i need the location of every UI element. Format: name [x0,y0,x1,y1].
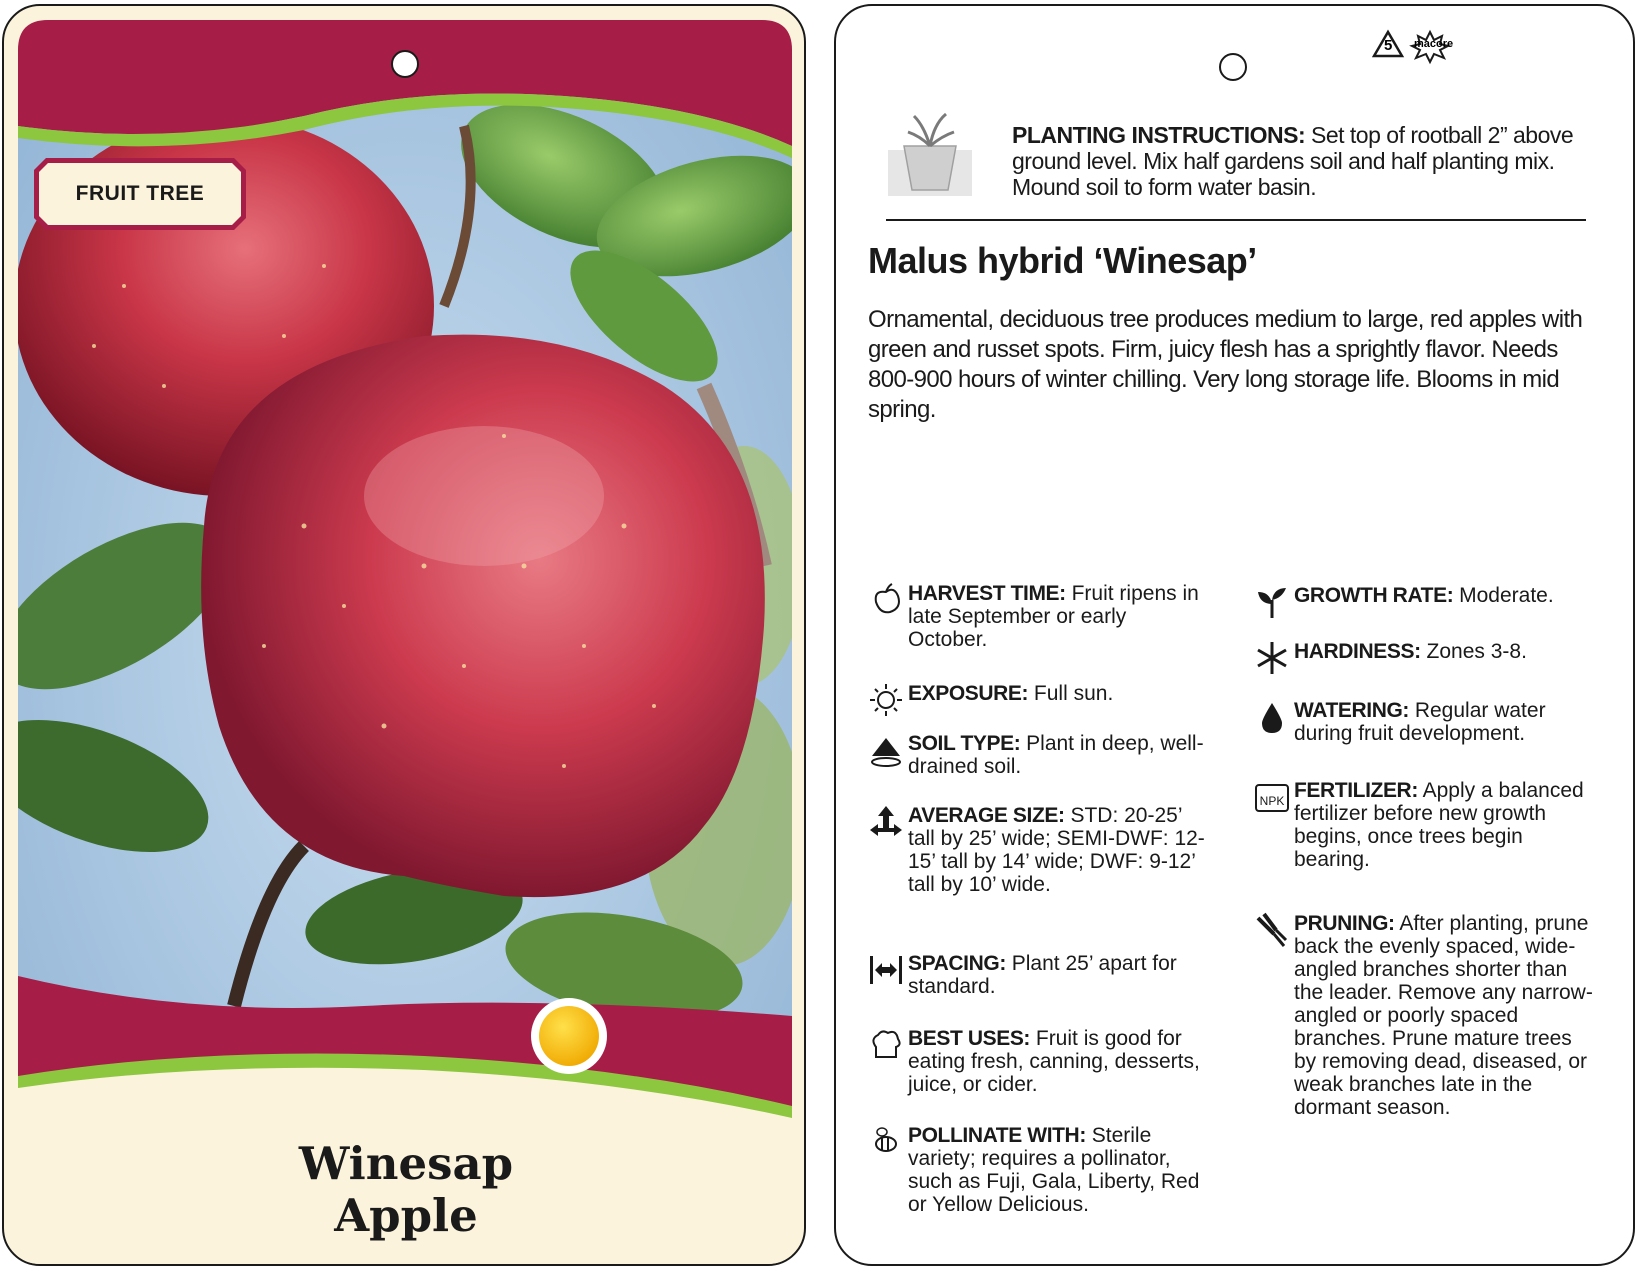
attribute-growth-rate [1294,584,1594,607]
attribute-label: WATERING: [1294,699,1409,722]
apple-harvest-icon [868,582,904,618]
attribute-value: Moderate. [1453,584,1554,607]
attribute-value: Fruit is good for eating fresh, canning, desserts, juice, or cider. [908,1027,1200,1096]
recycle-logo [1372,24,1472,72]
attribute-harvest-time [908,582,1208,651]
hang-hole [391,50,419,78]
attribute-value: Apply a balanced fertilizer before new growth begins, once trees begin bearing. [1294,779,1584,871]
planting-label: PLANTING INSTRUCTIONS: [1012,122,1306,148]
back-tag [834,4,1635,1266]
attribute-hardiness [1294,640,1594,663]
attribute-value: Sterile variety; requires a pollinator, such as Fuji, Gala, Liberty, Red or Yellow Delicious. [908,1124,1200,1216]
planting-instructions [884,106,1604,206]
snowflake-icon [1254,640,1290,676]
latin-name: Malus hybrid ‘Winesap’ [868,240,1257,281]
attribute-value: STD: 20-25’ tall by 25’ wide; SEMI-DWF: 12-15’ tall by 14’ wide; DWF: 9-12’ tall by 10’ wide. [908,804,1205,896]
badge-label: FRUIT TREE [75,182,205,205]
attribute-value: Plant 25’ apart for standard. [908,952,1177,998]
attribute-label: PRUNING: [1294,912,1395,935]
divider [886,219,1586,221]
attribute-value: After planting, prune back the evenly spaced, wide-angled branches shorter than the leader. Remove any narrow-angled or poorly spaced branches. Prune mature trees by removing dead, diseased, or weak branches late in the dormant season. [1294,912,1593,1119]
svg-text:NPK: NPK [1259,794,1285,808]
attribute-fertilizer [1259,779,1594,871]
chef-hat-icon [868,1027,904,1063]
attribute-label: HARVEST TIME: [908,582,1066,605]
brand-logo: macore [1414,38,1454,50]
attribute-label: EXPOSURE: [908,682,1029,705]
attribute-best-uses [908,1027,1208,1096]
attribute-label: GROWTH RATE: [1294,584,1454,607]
attribute-value: Regular water during fruit development. [1294,699,1546,745]
attribute-label: FERTILIZER: [1294,779,1418,802]
hang-hole [1219,53,1247,81]
soil-icon [868,732,904,768]
attribute-value: Fruit ripens in late September or early October. [908,582,1199,651]
npk-icon [1254,779,1290,815]
description: Ornamental, deciduous tree produces medium to large, red apples with green and russet spots. Firm, juicy flesh has a sprightly flavor. Needs 800-900 hours of winter chilling. Very long storage life. Blooms in mid spring. [868,306,1583,423]
plant-name-line2: Apple [334,1189,478,1242]
recycle-number: 5 [1384,37,1393,54]
pruners-icon [1254,912,1290,948]
attribute-spacing [908,952,1208,998]
full-sun-icon [530,997,608,1075]
front-tag [2,4,806,1266]
size-arrows-icon [868,804,904,840]
plant-name-line1: Winesap [298,1137,514,1190]
bee-icon [868,1124,904,1160]
attribute-soil-type [908,732,1208,778]
attribute-pollinate-with [908,1124,1208,1216]
attribute-pruning [1294,912,1594,1119]
water-drop-icon [1254,699,1290,735]
attribute-label: SOIL TYPE: [908,732,1021,755]
attribute-label: HARDINESS: [1294,640,1421,663]
category-badge [34,158,246,230]
attribute-value: Zones 3-8. [1420,640,1527,663]
attribute-label: AVERAGE SIZE: [908,804,1065,827]
sun-icon [868,682,904,718]
attribute-label: BEST USES: [908,1027,1031,1050]
planting-text: Set top of rootball 2” above ground level. Mix half gardens soil and half planting mix. Mound soil to form water basin. [1012,122,1574,200]
attribute-label: SPACING: [908,952,1006,975]
spacing-icon [868,952,904,988]
attribute-label: POLLINATE WITH: [908,1124,1086,1147]
potted-plant-icon [884,110,976,200]
attribute-watering [1294,699,1594,745]
attribute-exposure [908,682,1208,705]
attribute-value: Plant in deep, well-drained soil. [908,732,1204,778]
sprout-icon [1254,584,1290,620]
attribute-average-size [908,804,1208,896]
attribute-value: Full sun. [1028,682,1114,705]
